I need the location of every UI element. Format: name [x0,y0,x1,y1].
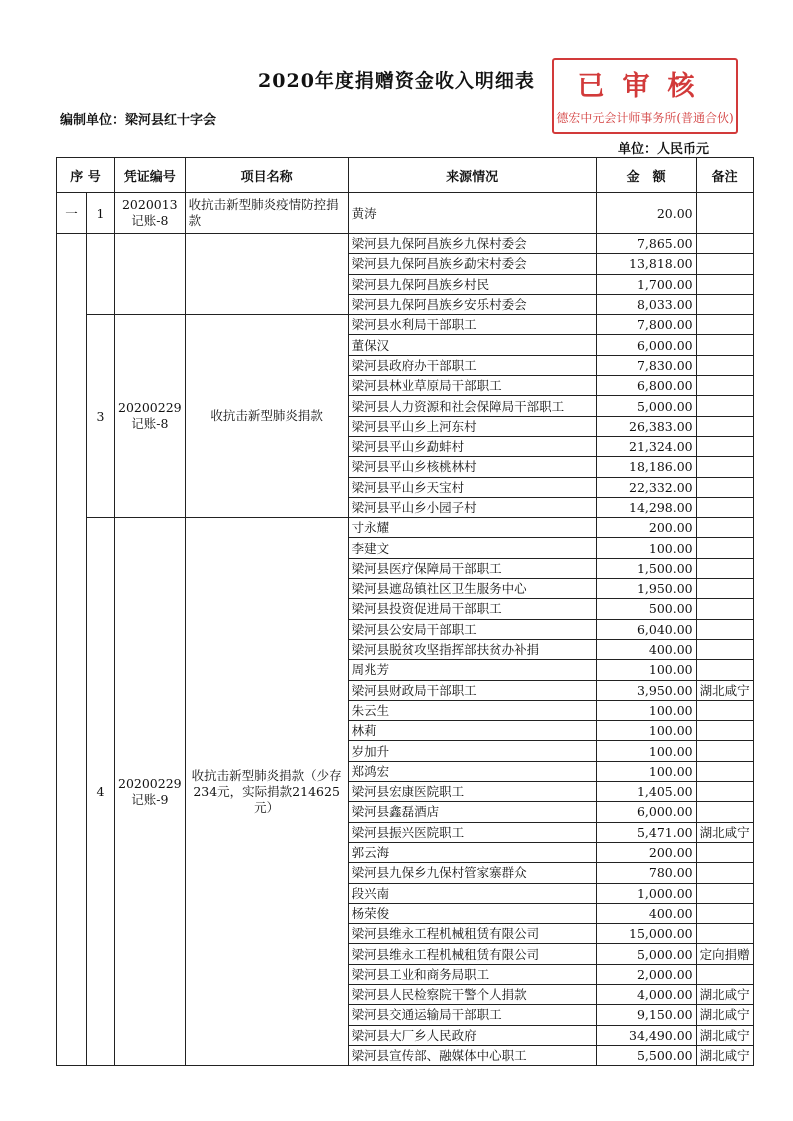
amount-cell: 34,490.00 [596,1025,696,1045]
amount-cell: 15,000.00 [596,924,696,944]
amount-cell: 8,033.00 [596,294,696,314]
stamp-sub-text: 德宏中元会计师事务所(普通合伙) [556,111,734,125]
source-cell: 梁河县维永工程机械租赁有限公司 [348,924,596,944]
source-cell: 梁河县维永工程机械租赁有限公司 [348,944,596,964]
note-cell [696,315,753,335]
note-cell [696,639,753,659]
org-label: 编制单位：梁河县红十字会 [60,113,217,128]
source-cell: 梁河县政府办干部职工 [348,355,596,375]
amount-cell: 100.00 [596,741,696,761]
note-cell [696,518,753,538]
source-cell: 梁河县工业和商务局职工 [348,964,596,984]
source-cell: 梁河县平山乡天宝村 [348,477,596,497]
seq-minor: 4 [87,518,115,1066]
amount-cell: 7,800.00 [596,315,696,335]
note-cell [696,416,753,436]
page-title: 2020年度捐赠资金收入明细表 [258,70,535,92]
project-name: 收抗击新型肺炎疫情防控捐款 [185,193,348,234]
source-cell: 梁河县宣传部、融媒体中心职工 [348,1045,596,1065]
source-cell: 梁河县平山乡上河东村 [348,416,596,436]
amount-cell: 1,000.00 [596,883,696,903]
note-cell [696,335,753,355]
source-cell: 朱云生 [348,700,596,720]
note-cell [696,579,753,599]
note-cell: 湖北咸宁 [696,1045,753,1065]
header-note: 备注 [696,158,753,193]
amount-cell: 21,324.00 [596,436,696,456]
amount-cell: 5,471.00 [596,822,696,842]
source-cell: 梁河县平山乡核桃林村 [348,457,596,477]
amount-cell: 14,298.00 [596,497,696,517]
amount-cell: 18,186.00 [596,457,696,477]
header-row [57,158,754,193]
source-cell: 杨荣俊 [348,903,596,923]
source-cell: 梁河县九保阿昌族乡村民 [348,274,596,294]
amount-cell: 5,000.00 [596,944,696,964]
source-cell: 段兴南 [348,883,596,903]
amount-cell: 100.00 [596,660,696,680]
note-cell [696,741,753,761]
amount-cell: 20.00 [596,193,696,234]
amount-cell: 200.00 [596,518,696,538]
seq-minor [87,234,115,315]
note-cell [696,599,753,619]
note-cell [696,761,753,781]
source-cell: 董保汉 [348,335,596,355]
amount-cell: 22,332.00 [596,477,696,497]
amount-cell: 1,950.00 [596,579,696,599]
donation-ledger-table [56,157,754,1066]
source-cell: 郑鸿宏 [348,761,596,781]
amount-cell: 100.00 [596,700,696,720]
source-cell: 梁河县人力资源和社会保障局干部职工 [348,396,596,416]
source-cell: 梁河县鑫磊酒店 [348,802,596,822]
amount-cell: 5,500.00 [596,1045,696,1065]
source-cell: 梁河县林业草原局干部职工 [348,376,596,396]
table-row [57,234,754,254]
note-cell [696,234,753,254]
note-cell [696,802,753,822]
amount-cell: 400.00 [596,903,696,923]
note-cell [696,721,753,741]
seq-minor: 1 [87,193,115,234]
note-cell [696,254,753,274]
voucher-number [115,234,186,315]
note-cell [696,558,753,578]
stamp-main-text: 已审核 [577,71,713,102]
note-cell [696,274,753,294]
note-cell [696,842,753,862]
table-row [57,193,754,234]
source-cell: 郭云海 [348,842,596,862]
source-cell: 梁河县遮岛镇社区卫生服务中心 [348,579,596,599]
note-cell [696,883,753,903]
note-cell: 湖北咸宁 [696,984,753,1004]
amount-cell: 1,500.00 [596,558,696,578]
source-cell: 梁河县交通运输局干部职工 [348,1005,596,1025]
audit-stamp [552,58,738,134]
amount-cell: 2,000.00 [596,964,696,984]
note-cell: 湖北咸宁 [696,822,753,842]
header-source: 来源情况 [348,158,596,193]
amount-cell: 6,000.00 [596,335,696,355]
note-cell [696,700,753,720]
source-cell: 梁河县医疗保障局干部职工 [348,558,596,578]
voucher-number: 20200229记账-8 [115,315,186,518]
note-cell: 湖北咸宁 [696,680,753,700]
amount-cell: 13,818.00 [596,254,696,274]
source-cell: 梁河县振兴医院职工 [348,822,596,842]
note-cell [696,497,753,517]
source-cell: 梁河县平山乡小园子村 [348,497,596,517]
source-cell: 梁河县财政局干部职工 [348,680,596,700]
amount-cell: 400.00 [596,639,696,659]
table-row [57,518,754,538]
amount-cell: 4,000.00 [596,984,696,1004]
amount-cell: 7,830.00 [596,355,696,375]
amount-cell: 1,700.00 [596,274,696,294]
note-cell: 湖北咸宁 [696,1005,753,1025]
source-cell: 梁河县平山乡勐蚌村 [348,436,596,456]
amount-cell: 26,383.00 [596,416,696,436]
header-amount: 金 额 [596,158,696,193]
amount-cell: 6,800.00 [596,376,696,396]
amount-cell: 7,865.00 [596,234,696,254]
project-name: 收抗击新型肺炎捐款 [185,315,348,518]
note-cell [696,964,753,984]
source-cell: 周兆芳 [348,660,596,680]
amount-cell: 100.00 [596,721,696,741]
header-project: 项目名称 [185,158,348,193]
amount-cell: 6,040.00 [596,619,696,639]
source-cell: 梁河县大厂乡人民政府 [348,1025,596,1045]
note-cell [696,294,753,314]
note-cell [696,903,753,923]
amount-cell: 9,150.00 [596,1005,696,1025]
amount-cell: 5,000.00 [596,396,696,416]
amount-cell: 1,405.00 [596,782,696,802]
note-cell [696,619,753,639]
project-name: 收抗击新型肺炎捐款（少存234元，实际捐款214625元） [185,518,348,1066]
seq-minor: 3 [87,315,115,518]
note-cell [696,924,753,944]
note-cell: 定向捐赠 [696,944,753,964]
seq-major: 一 [57,193,87,234]
source-cell: 梁河县宏康医院职工 [348,782,596,802]
table-row [57,315,754,335]
source-cell: 林莉 [348,721,596,741]
note-cell [696,355,753,375]
amount-cell: 6,000.00 [596,802,696,822]
source-cell: 李建文 [348,538,596,558]
amount-cell: 3,950.00 [596,680,696,700]
note-cell [696,477,753,497]
note-cell [696,782,753,802]
seq-major [57,234,87,1066]
header-seq: 序 号 [57,158,115,193]
source-cell: 梁河县九保阿昌族乡九保村委会 [348,234,596,254]
header-voucher: 凭证编号 [115,158,186,193]
source-cell: 梁河县脱贫攻坚指挥部扶贫办补捐 [348,639,596,659]
source-cell: 寸永耀 [348,518,596,538]
source-cell: 梁河县九保阿昌族乡勐宋村委会 [348,254,596,274]
amount-cell: 200.00 [596,842,696,862]
source-cell: 梁河县九保阿昌族乡安乐村委会 [348,294,596,314]
amount-cell: 780.00 [596,863,696,883]
amount-cell: 100.00 [596,761,696,781]
note-cell [696,396,753,416]
source-cell: 黄涛 [348,193,596,234]
source-cell: 梁河县公安局干部职工 [348,619,596,639]
currency-label: 单位：人民币元 [618,142,710,157]
note-cell: 湖北咸宁 [696,1025,753,1045]
source-cell: 梁河县九保乡九保村管家寨群众 [348,863,596,883]
note-cell [696,863,753,883]
note-cell [696,538,753,558]
source-cell: 岁加升 [348,741,596,761]
note-cell [696,193,753,234]
source-cell: 梁河县水利局干部职工 [348,315,596,335]
project-name [185,234,348,315]
amount-cell: 500.00 [596,599,696,619]
voucher-number: 2020013记账-8 [115,193,186,234]
note-cell [696,436,753,456]
note-cell [696,660,753,680]
source-cell: 梁河县人民检察院干警个人捐款 [348,984,596,1004]
note-cell [696,376,753,396]
note-cell [696,457,753,477]
source-cell: 梁河县投资促进局干部职工 [348,599,596,619]
amount-cell: 100.00 [596,538,696,558]
voucher-number: 20200229记账-9 [115,518,186,1066]
